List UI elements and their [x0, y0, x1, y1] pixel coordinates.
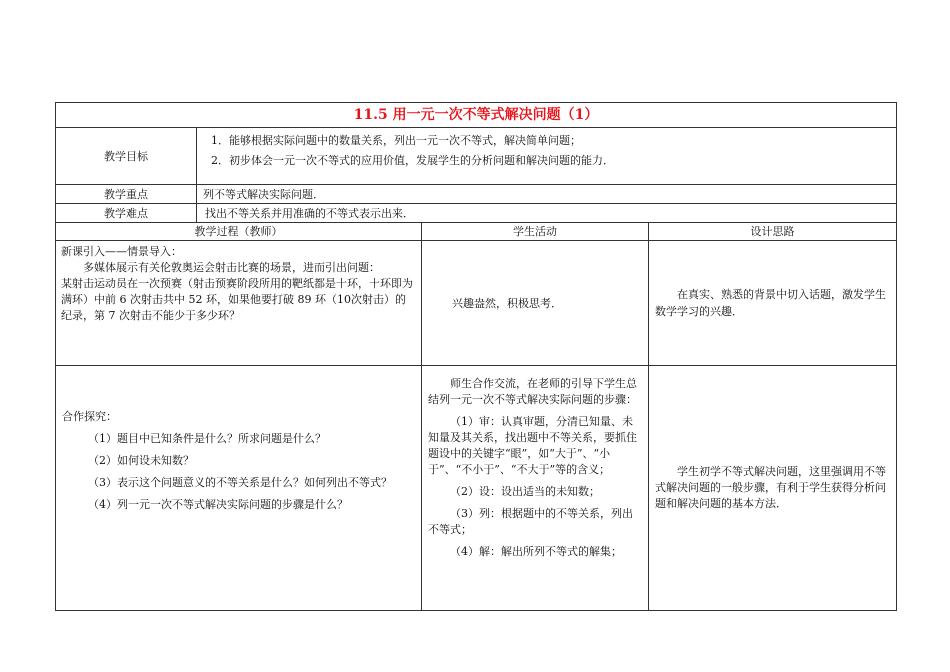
header-row — [56, 223, 897, 241]
key-point-label: 教学重点 — [56, 185, 197, 204]
intro-design-text: 在真实、熟悉的背景中切入话题，激发学生数学学习的兴趣． — [655, 288, 886, 318]
intro-design — [649, 241, 897, 366]
lesson-title: 11.5 用一元一次不等式解决问题（1） — [353, 107, 599, 123]
objectives-label: 教学目标 — [56, 128, 197, 185]
title-row — [56, 103, 897, 128]
activity-item: （4）解：解出所列不等式的解集； — [450, 545, 622, 558]
objectives-row — [56, 128, 897, 185]
header-activity: 学生活动 — [422, 223, 649, 241]
header-design: 设计思路 — [649, 223, 897, 241]
lesson-plan-table — [55, 102, 897, 611]
activity-item: 师生合作交流，在老师的引导下学生总结列一元一次不等式解决实际问题的步骤： — [428, 377, 637, 406]
activity-item: （2）设：设出适当的未知数； — [450, 485, 600, 498]
question-item: （2）如何设未知数？ — [88, 454, 194, 467]
difficulty-label: 教学难点 — [56, 204, 197, 223]
intro-problem: 某射击运动员在一次预赛（射击预赛阶段所用的靶纸都是十环，十环即为满环）中前 6 次射击共中 52 环，如果他要打破 89 环（10次射击）的纪录，第 7 次射击不能少于多少环？ — [61, 277, 413, 322]
intro-process — [56, 241, 422, 366]
objective-item: 2．初步体会一元一次不等式的应用价值，发展学生的分析问题和解决问题的能力． — [211, 154, 614, 167]
objective-item: 1．能够根据实际问题中的数量关系，列出一元一次不等式，解决简单问题； — [211, 134, 581, 147]
cooperation-design — [649, 366, 897, 611]
key-point-text: 列不等式解决实际问题． — [197, 185, 897, 204]
activity-item: （3）列：根据题中的不等关系，列出不等式； — [428, 507, 633, 536]
cooperation-activity — [422, 366, 649, 611]
title-cell — [56, 103, 897, 128]
difficulty-text: 找出不等关系并用准确的不等式表示出来． — [197, 204, 897, 223]
difficulty-row — [56, 204, 897, 223]
cooperation-row — [56, 366, 897, 611]
header-process: 教学过程（教师） — [56, 223, 422, 241]
activity-item: （1）审：认真审题，分清已知量、未知量及其关系，找出题中不等关系，要抓住题设中的关键字“眼”，如“大于”、“小于”、“不小于”、“不大于”等的含义； — [428, 415, 637, 476]
question-item: （4）列一元一次不等式解决实际问题的步骤是什么？ — [88, 498, 348, 511]
cooperation-design-text: 学生初学不等式解决问题，这里强调用不等式解决问题的一般步骤，有利于学生获得分析问题和解决问题的基本方法． — [655, 465, 886, 510]
question-item: （3）表示这个问题意义的不等关系是什么？如何列出不等式？ — [88, 476, 392, 489]
intro-row — [56, 241, 897, 366]
objectives-content — [197, 128, 897, 185]
cooperation-process — [56, 366, 422, 611]
intro-body: 多媒体展示有关伦敦奥运会射击比赛的场景，进而引出问题： — [83, 261, 380, 274]
intro-heading: 新课引入——情景导入： — [61, 245, 182, 258]
key-point-row — [56, 185, 897, 204]
question-item: （1）题目中已知条件是什么？所求问题是什么？ — [88, 432, 326, 445]
intro-activity: 兴趣盎然，积极思考． — [422, 241, 649, 366]
cooperation-heading: 合作探究： — [62, 410, 117, 423]
